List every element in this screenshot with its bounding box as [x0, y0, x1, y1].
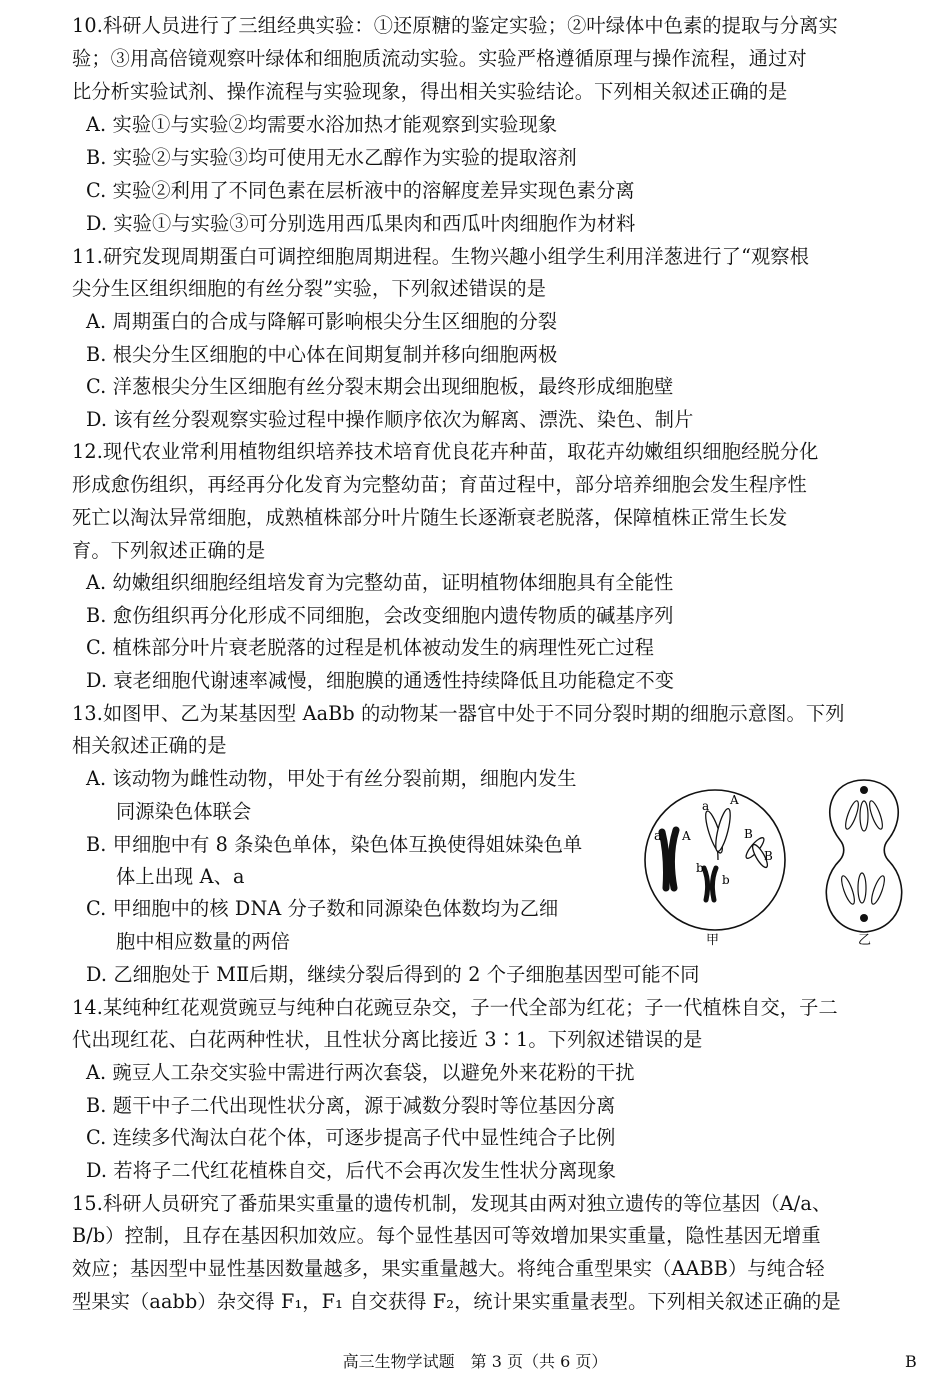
q14-option-c: C. 连续多代淘汰白花个体，可逐步提高子代中显性纯合子比例 — [86, 1126, 616, 1149]
cell-yi — [826, 780, 901, 932]
q15-stem-line-1: 15.科研人员研究了番茄果实重量的遗传机制，发现其由两对独立遗传的等位基因（A/a、 — [72, 1192, 832, 1215]
label-yi: 乙 — [858, 933, 872, 948]
q11-stem-line-1: 11.研究发现周期蛋白可调控细胞周期进程。生物兴趣小组学生利用洋葱进行了“观察根 — [72, 245, 810, 268]
gene-label-B2: B — [764, 849, 773, 863]
gene-label-a1: a — [654, 829, 662, 844]
q12-stem-line-2: 形成愈伤组织，再经再分化发育为完整幼苗；育苗过程中，部分培养细胞会发生程序性 — [72, 473, 807, 496]
q13-stem-line-1: 13.如图甲、乙为某基因型 AaBb 的动物某一器官中处于不同分裂时期的细胞示意图。下列 — [72, 702, 845, 725]
q13-option-d: D. 乙细胞处于 MⅡ后期，继续分裂后得到的 2 个子细胞基因型可能不同 — [86, 963, 700, 986]
q12-stem-line-3: 死亡以淘汰异常细胞，成熟植株部分叶片随生长逐渐衰老脱落，保障植株正常生长发 — [72, 506, 788, 529]
q13-option-c: C. 甲细胞中的核 DNA 分子数和同源染色体数均为乙细 — [86, 897, 559, 920]
cell-division-figure — [640, 760, 930, 960]
q13-option-a-cont: 同源染色体联会 — [116, 800, 252, 823]
q12-stem-line-4: 育。下列叙述正确的是 — [72, 539, 266, 562]
q11-option-d: D. 该有丝分裂观察实验过程中操作顺序依次为解离、漂洗、染色、制片 — [86, 408, 694, 431]
q10-stem-line-2: 验；③用高倍镜观察叶绿体和细胞质流动实验。实验严格遵循原理与操作流程，通过对 — [72, 47, 807, 70]
q10-option-d: D. 实验①与实验③可分别选用西瓜果肉和西瓜叶肉细胞作为材料 — [86, 212, 636, 235]
q14-option-b: B. 题干中子二代出现性状分离，源于减数分裂时等位基因分离 — [86, 1094, 616, 1117]
q12-option-a: A. 幼嫩组织细胞经组培发育为完整幼苗，证明植物体细胞具有全能性 — [86, 571, 674, 594]
q11-option-b: B. 根尖分生区细胞的中心体在间期复制并移向细胞两极 — [86, 343, 558, 366]
gene-label-b2: b — [722, 873, 730, 887]
chromosome-black-small — [704, 868, 716, 900]
paper-version-label: B — [905, 1352, 917, 1371]
q10-option-b: B. 实验②与实验③均可使用无水乙醇作为实验的提取溶剂 — [86, 146, 577, 169]
q11-stem-line-2: 尖分生区组织细胞的有丝分裂”实验，下列叙述错误的是 — [72, 277, 547, 300]
gene-label-A1: A — [730, 793, 739, 807]
q15-stem-line-4: 型果实（aabb）杂交得 F₁，F₁ 自交获得 F₂，统计果实重量表型。下列相关叙述正确的是 — [72, 1290, 841, 1313]
q14-option-d: D. 若将子二代红花植株自交，后代不会再次发生性状分离现象 — [86, 1159, 617, 1182]
q14-stem-line-1: 14.某纯种红花观赏豌豆与纯种白花豌豆杂交，子一代全部为红花；子一代植株自交，子二 — [72, 996, 838, 1019]
q10-option-c: C. 实验②利用了不同色素在层析液中的溶解度差异实现色素分离 — [86, 179, 635, 202]
chromosome-black-large — [662, 830, 676, 888]
q13-option-a: A. 该动物为雌性动物，甲处于有丝分裂前期，细胞内发生 — [86, 767, 577, 790]
q11-option-c: C. 洋葱根尖分生区细胞有丝分裂末期会出现细胞板，最终形成细胞壁 — [86, 375, 674, 398]
q13-option-c-cont: 胞中相应数量的两倍 — [116, 930, 291, 953]
chromosome-white-large — [702, 807, 733, 860]
q10-option-a: A. 实验①与实验②均需要水浴加热才能观察到实验现象 — [86, 113, 558, 136]
q14-stem-line-2: 代出现红花、白花两种性状，且性状分离比接近 3∶1。下列叙述错误的是 — [72, 1028, 703, 1051]
q15-stem-line-2: B/b）控制，且存在基因积加效应。每个显性基因可等效增加果实重量，隐性基因无增重 — [72, 1224, 821, 1247]
q13-option-b-cont: 体上出现 A、a — [116, 865, 245, 888]
q12-option-c: C. 植株部分叶片衰老脱落的过程是机体被动发生的病理性死亡过程 — [86, 636, 655, 659]
gene-label-a2: a — [702, 799, 710, 813]
page-footer: 高三生物学试题 第 3 页（共 6 页） — [342, 1352, 608, 1371]
q10-stem-line-3: 比分析实验试剂、操作流程与实验现象，得出相关实验结论。下列相关叙述正确的是 — [72, 80, 788, 103]
q15-stem-line-3: 效应；基因型中显性基因数量越多，果实重量越大。将纯合重型果实（AABB）与纯合轻 — [72, 1257, 825, 1280]
gene-label-A2: A — [682, 829, 691, 843]
q14-option-a: A. 豌豆人工杂交实验中需进行两次套袋，以避免外来花粉的干扰 — [86, 1061, 635, 1084]
q11-option-a: A. 周期蛋白的合成与降解可影响根尖分生区细胞的分裂 — [86, 310, 558, 333]
q10-stem-line-1: 10.科研人员进行了三组经典实验：①还原糖的鉴定实验；②叶绿体中色素的提取与分离实 — [72, 14, 838, 37]
q13-option-b: B. 甲细胞中有 8 条染色单体，染色体互换使得姐妹染色单 — [86, 833, 583, 856]
q12-option-b: B. 愈伤组织再分化形成不同细胞，会改变细胞内遗传物质的碱基序列 — [86, 604, 674, 627]
label-jia: 甲 — [706, 933, 720, 948]
q12-option-d: D. 衰老细胞代谢速率减慢，细胞膜的通透性持续降低且功能稳定不变 — [86, 669, 675, 692]
gene-label-B1: B — [744, 827, 753, 841]
cell-diagram-svg — [640, 760, 930, 960]
gene-label-b1: b — [696, 861, 704, 875]
q12-stem-line-1: 12.现代农业常利用植物组织培养技术培育优良花卉种苗，取花卉幼嫩组织细胞经脱分化 — [72, 440, 819, 463]
q13-stem-line-2: 相关叙述正确的是 — [72, 734, 227, 757]
